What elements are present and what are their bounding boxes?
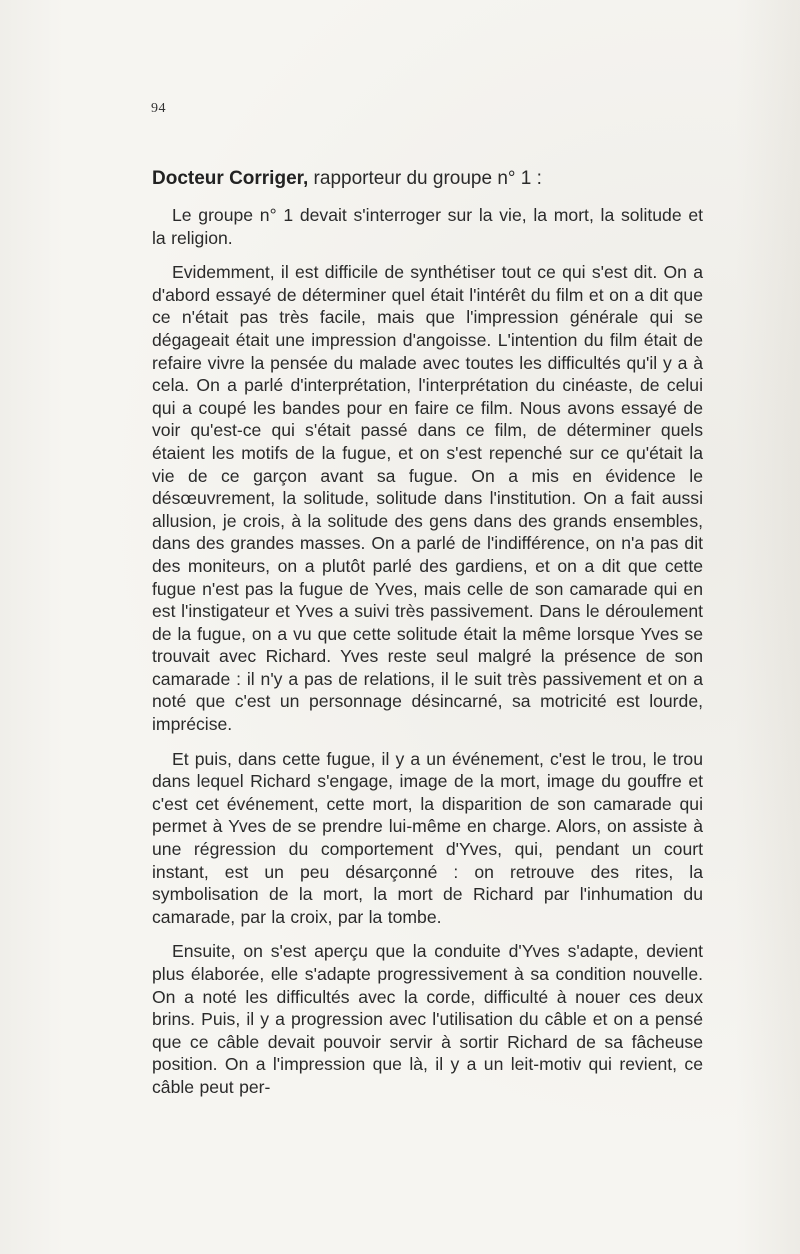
paragraph-2: Evidemment, il est difficile de synthétiser tout ce qui s'est dit. On a d'abord essayé de déterminer quel était l'intérêt du film et on a dit que ce n'était pas très facile, mais que l'impression générale qui se dégageait était une impression d'angoisse. L'intention du film était de refaire vivre la pensée du malade avec toutes les difficultés qu'il y a à cela. On a parlé d'interprétation, l'interprétation du cinéaste, de celui qui a coupé les bandes pour en faire ce film. Nous avons essayé de voir qu'est-ce qui s'était passé dans ce film, de déterminer quels étaient les motifs de la fugue, et on s'est repenché sur ce qu'était la vie de ce garçon avant sa fugue. On a mis en évidence le désœuvrement, la solitude, solitude dans l'institution. On a fait aussi allusion, je crois, à la solitude des gens dans des grands ensembles, dans des grandes masses. On a parlé de l'indifférence, on n'a pas dit des moniteurs, on a plutôt parlé des gardiens, et on a dit que cette fugue n'est pas la fugue de Yves, mais celle de son camarade qui en est l'instigateur et Yves a suivi très passivement. Dans le déroulement de la fugue, on a vu que cette solitude était la même lorsque Yves se trouvait avec Richard. Yves reste seul malgré la présence de son camarade : il n'y a pas de relations, il le suit très passivement et on a noté que c'est un personnage désincarné, sa motricité est lourde, imprécise. bbox=[152, 262, 703, 735]
page-body bbox=[152, 166, 703, 1111]
page-number: 94 bbox=[151, 101, 166, 116]
paragraph-4: Ensuite, on s'est aperçu que la conduite d'Yves s'adapte, devient plus élaborée, elle s'adapte progressivement à sa condition nouvelle. On a noté les difficultés avec la corde, difficulté à nouer ces deux brins. Puis, il y a progression avec l'utilisation du câble et on a pensé que ce câble devait pouvoir servir à sortir Richard de sa fâcheuse position. On a l'impression que là, il y a un leit-motiv qui revient, ce câble peut per- bbox=[152, 941, 703, 1097]
speaker-name: Docteur Corriger, bbox=[152, 168, 309, 189]
paragraph-3: Et puis, dans cette fugue, il y a un événement, c'est le trou, le trou dans lequel Richard s'engage, image de la mort, image du gouffre et c'est cet événement, cette mort, la disparition de son camarade qui permet à Yves de se prendre lui-même en charge. Alors, on assiste à une régression du comportement d'Yves, qui, pendant un court instant, est un peu désarçonné : on retrouve des rites, la symbolisation de la mort, la mort de Richard par l'inhumation du camarade, par la croix, par la tombe. bbox=[152, 748, 703, 927]
speaker-heading bbox=[152, 166, 703, 192]
speaker-role: rapporteur du groupe n° 1 : bbox=[308, 168, 542, 189]
paragraph-1: Le groupe n° 1 devait s'interroger sur la vie, la mort, la solitude et la religion. bbox=[152, 205, 703, 248]
